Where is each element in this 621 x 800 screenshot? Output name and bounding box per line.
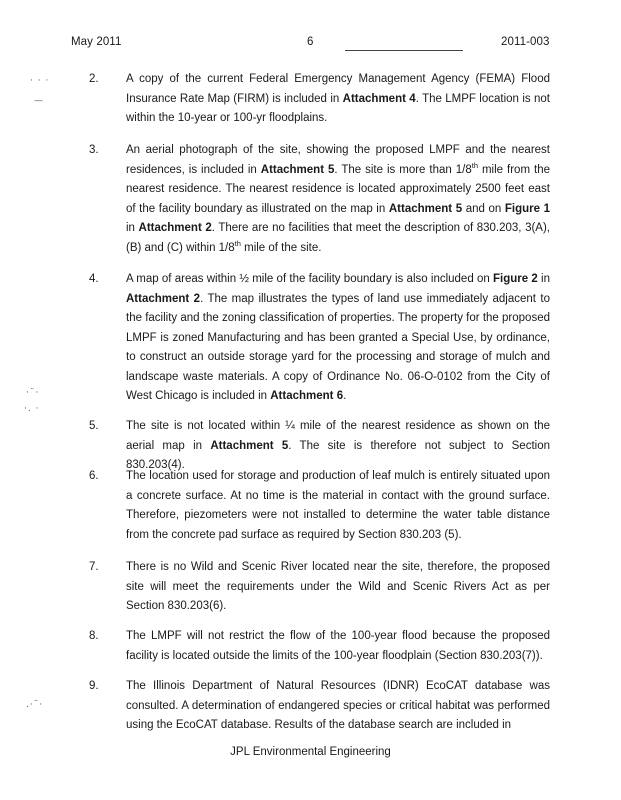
item-text xyxy=(126,270,550,407)
text-run: . The LMPF location is not within the 10-year or 100-yr floodplains. xyxy=(126,92,550,124)
bold-reference: Attachment 5 xyxy=(388,202,463,215)
scan-artifact: ·¨· xyxy=(26,388,40,398)
text-run: and on xyxy=(462,202,505,215)
text-run: in xyxy=(126,222,139,234)
header-date: May 2011 xyxy=(71,36,122,48)
text-run: The site is not located within ¼ mile of the nearest residence as shown on the aerial map in xyxy=(126,420,550,452)
text-run: mile of the site. xyxy=(240,241,322,254)
bold-reference: Attachment 5 xyxy=(260,163,335,176)
scan-artifact: ·. · xyxy=(24,404,40,414)
item-number: 7. xyxy=(89,561,99,573)
text-run: . There are no facilities that meet the description of 830.203, 3(A), (B) and (C) within 1/8 xyxy=(126,222,550,254)
bold-reference: Attachment 5 xyxy=(210,439,289,452)
header-rule xyxy=(345,50,463,51)
text-run: A map of areas within ½ mile of the facility boundary is also included on xyxy=(126,273,493,285)
item-text xyxy=(126,677,550,736)
bold-reference: Figure 2 xyxy=(493,273,538,285)
item-text xyxy=(126,70,550,129)
superscript: th xyxy=(471,160,479,170)
bold-reference: Figure 1 xyxy=(504,202,550,215)
bold-reference: Attachment 2 xyxy=(138,222,212,234)
text-run: There is no Wild and Scenic River located near the site, therefore, the proposed site will meet the requirements under the Wild and Scenic Rivers Act as per Section 830.203(6). xyxy=(126,561,550,612)
bold-reference: Attachment 6 xyxy=(270,390,344,402)
text-run: The Illinois Department of Natural Resources (IDNR) EcoCAT database was consulted. A determination of endangered species or critical habitat was performed using the EcoCAT database. Results of the database search are included in xyxy=(126,680,550,731)
text-run: An aerial photograph of the site, showing the proposed LMPF and the nearest residences, is included in xyxy=(126,144,550,176)
document-number: 2011-003 xyxy=(501,36,550,48)
bold-reference: Attachment 4 xyxy=(342,92,416,105)
item-text xyxy=(126,558,550,617)
text-run: . The site is more than 1/8 xyxy=(334,163,472,176)
text-run: . xyxy=(343,390,347,402)
text-run: A copy of the current Federal Emergency Management Agency (FEMA) Flood Insurance Rate Map (FIRM) is included in xyxy=(126,73,550,105)
item-text xyxy=(126,627,550,666)
item-text xyxy=(126,467,550,545)
scan-artifact: .·¨· xyxy=(26,700,44,710)
item-number: 8. xyxy=(89,630,99,642)
text-run: . The site is therefore not subject to Section 830.203(4). xyxy=(126,439,550,471)
page-number: 6 xyxy=(307,36,314,48)
item-text xyxy=(126,141,550,258)
item-number: 2. xyxy=(89,73,99,85)
scan-artifact: — xyxy=(34,96,44,106)
text-run: The location used for storage and production of leaf mulch is entirely situated upon a concrete surface. At no time is the material in contact with the ground surface. Therefore, piezometers were not installed to determine the water table distance from the concrete pad surface as required by Section 830.203 (5). xyxy=(126,470,550,541)
footer-text: JPL Environmental Engineering xyxy=(230,746,391,758)
text-run: The LMPF will not restrict the flow of the 100-year flood because the proposed facility is located outside the limits of the 100-year floodplain (Section 830.203(7)). xyxy=(126,630,550,662)
text-run: mile from the nearest residence. The nearest residence is located approximately 2500 feet east of the facility boundary as illustrated on the map in xyxy=(126,163,550,215)
scan-artifact: · · · xyxy=(30,76,50,86)
item-number: 6. xyxy=(89,470,99,482)
item-number: 4. xyxy=(89,273,99,285)
item-number: 9. xyxy=(89,680,99,692)
text-run: . The map illustrates the types of land use immediately adjacent to the facility and the zoning classification of properties. The property for the proposed LMPF is zoned Manufacturing and has been granted a Special Use, by ordinance, to construct an outside storage yard for the processing and storage of mulch and landscape waste materials. A copy of Ordinance No. 06-O-0102 from the City of West Chicago is included in xyxy=(126,292,550,402)
bold-reference: Attachment 2 xyxy=(126,292,201,305)
item-number: 3. xyxy=(89,144,99,156)
item-number: 5. xyxy=(89,420,99,432)
superscript: th xyxy=(234,238,241,248)
text-run: in xyxy=(537,273,550,285)
